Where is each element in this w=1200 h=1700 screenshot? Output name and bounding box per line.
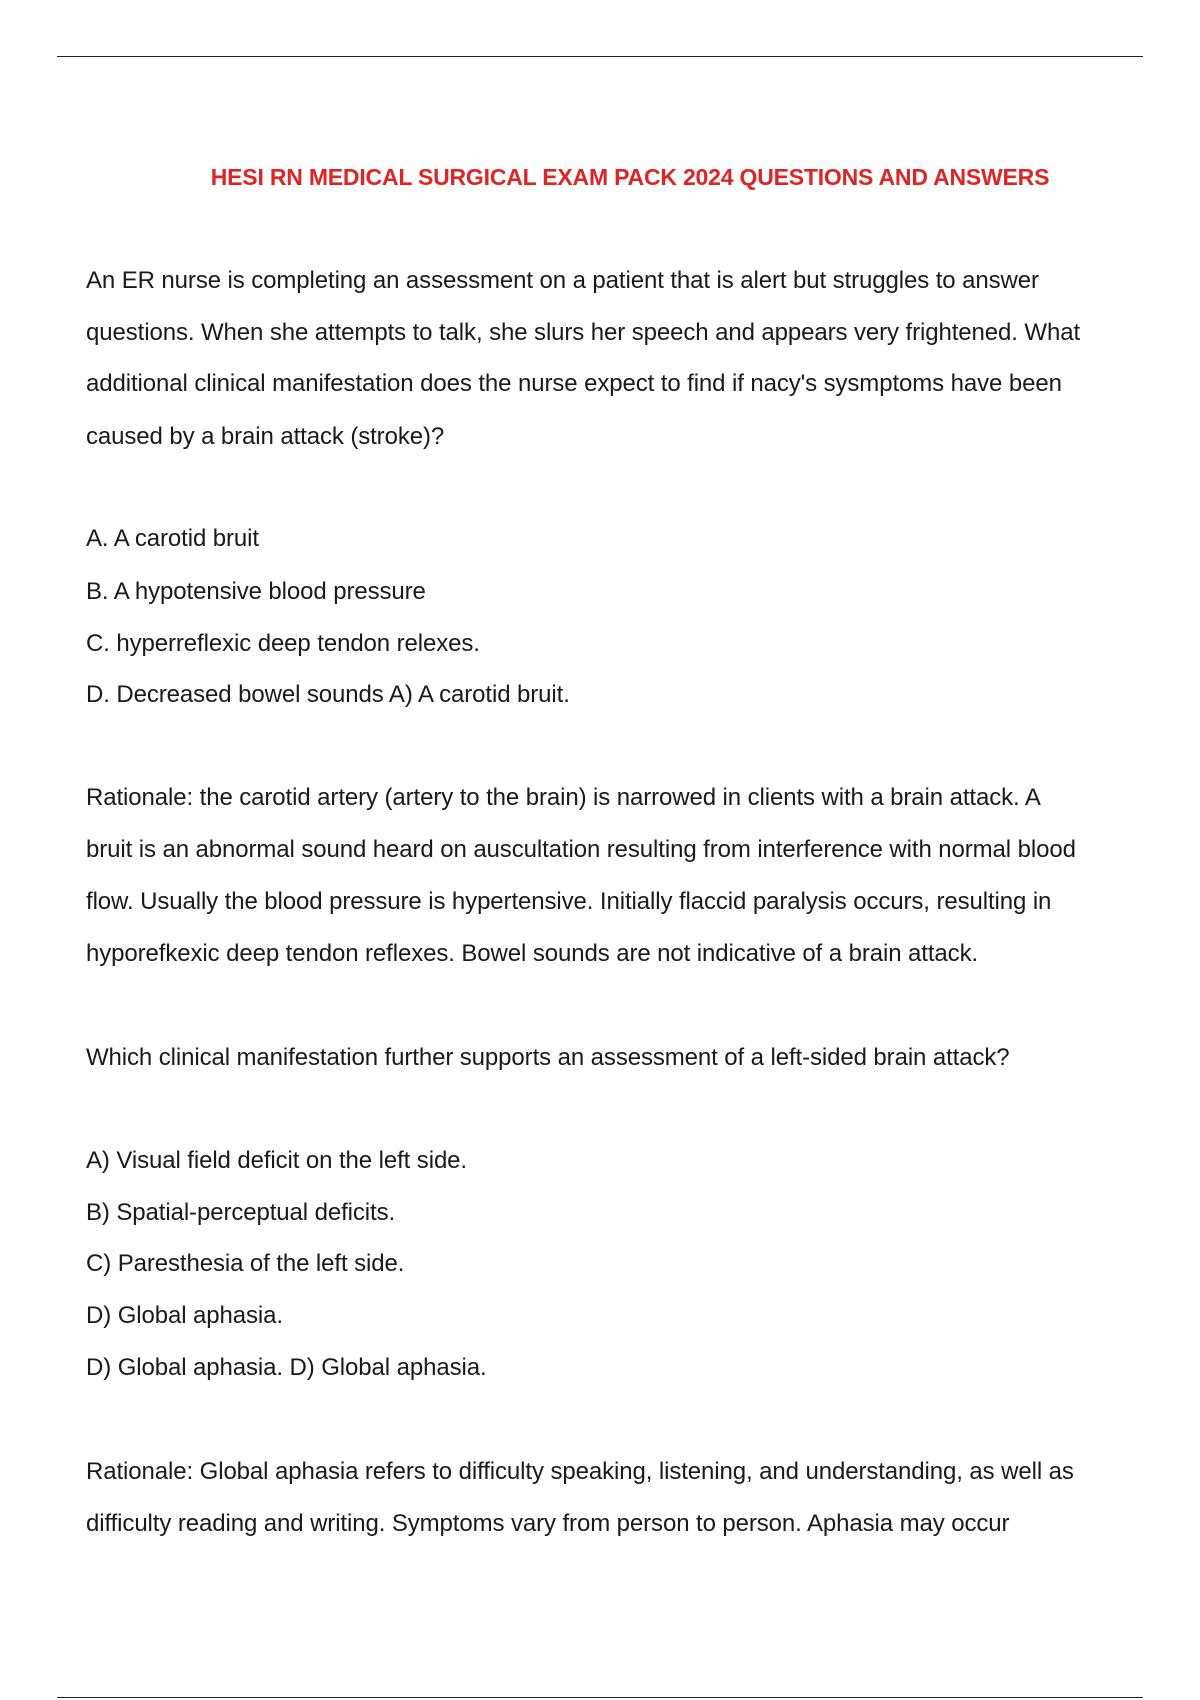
question-2-rationale-line-2: difficulty reading and writing. Symptoms vary from person to person. Aphasia may occur: [86, 1510, 1010, 1537]
question-1-rationale-line-3: flow. Usually the blood pressure is hypertensive. Initially flaccid paralysis occurs, resulting in: [86, 888, 1052, 915]
question-1-line-1: An ER nurse is completing an assessment on a patient that is alert but struggles to answer: [86, 267, 1039, 294]
question-1-rationale-line-1: Rationale: the carotid artery (artery to the brain) is narrowed in clients with a brain attack. A: [86, 784, 1041, 811]
question-1-option-b: B. A hypotensive blood pressure: [86, 578, 426, 605]
question-2-option-a: A) Visual field deficit on the left side.: [86, 1147, 468, 1174]
header-rule: [57, 56, 1143, 57]
question-1-line-3: additional clinical manifestation does the nurse expect to find if nacy's sysmptoms have been: [86, 370, 1062, 397]
question-1-option-d-answer: D. Decreased bowel sounds A) A carotid bruit.: [86, 681, 570, 708]
question-1-option-c: C. hyperreflexic deep tendon relexes.: [86, 630, 480, 657]
question-2-rationale-line-1: Rationale: Global aphasia refers to difficulty speaking, listening, and understanding, as well as: [86, 1458, 1074, 1485]
footer-rule: [57, 1697, 1143, 1698]
question-2-answer: D) Global aphasia. D) Global aphasia.: [86, 1354, 487, 1381]
question-1-line-4: caused by a brain attack (stroke)?: [86, 423, 445, 450]
question-2-option-b: B) Spatial-perceptual deficits.: [86, 1199, 396, 1226]
document-title: HESI RN MEDICAL SURGICAL EXAM PACK 2024 QUESTIONS AND ANSWERS: [210, 164, 1050, 190]
question-1-line-2: questions. When she attempts to talk, she slurs her speech and appears very frightened. What: [86, 319, 1081, 346]
question-1-option-a: A. A carotid bruit: [86, 525, 259, 552]
question-1-rationale-line-2: bruit is an abnormal sound heard on auscultation resulting from interference with normal blood: [86, 836, 1076, 863]
question-1-rationale-line-4: hyporefkexic deep tendon reflexes. Bowel sounds are not indicative of a brain attack.: [86, 940, 979, 967]
question-2-option-c: C) Paresthesia of the left side.: [86, 1250, 405, 1277]
question-2-line-1: Which clinical manifestation further supports an assessment of a left-sided brain attack?: [86, 1044, 1010, 1071]
question-2-option-d: D) Global aphasia.: [86, 1302, 283, 1329]
